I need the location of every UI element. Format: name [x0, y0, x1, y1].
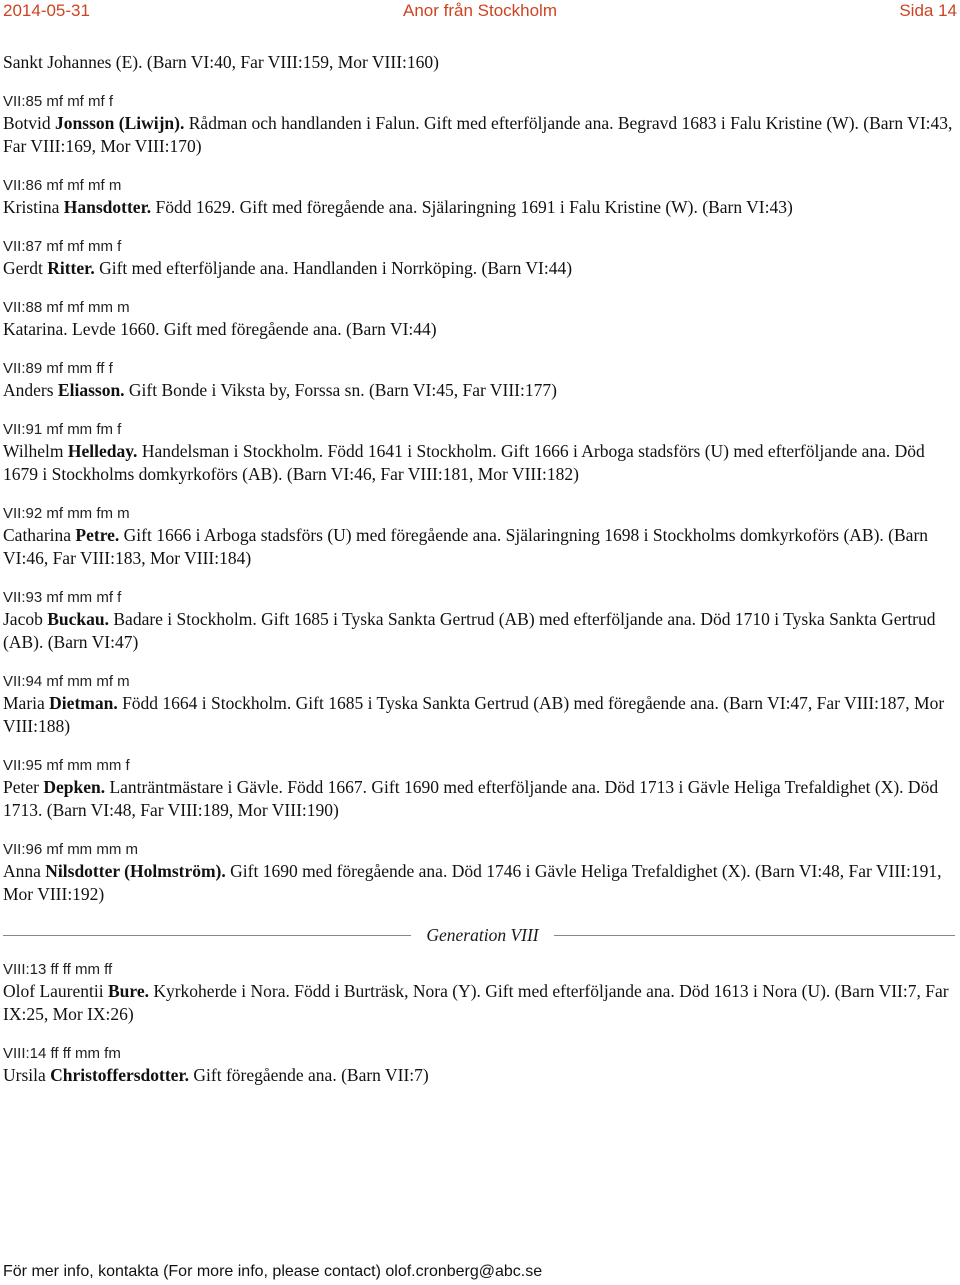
ancestor-description [3, 860, 955, 906]
header-page-number: Sida 14 [899, 1, 957, 20]
ancestor-description [3, 112, 955, 158]
ancestor-entry [3, 840, 955, 906]
ancestor-first-name: Gerdt [3, 258, 48, 278]
ancestor-description [3, 692, 955, 738]
ancestor-description [3, 980, 955, 1026]
ancestor-details: Gift föregående ana. (Barn VII:7) [189, 1065, 429, 1085]
ancestor-entry [3, 92, 955, 158]
ancestor-first-name: Anna [3, 861, 46, 881]
ancestor-details: Badare i Stockholm. Gift 1685 i Tyska Sankta Gertrud (AB) med efterföljande ana. Död 1710 i Tyska Sankta Gertrud (AB). (Barn VI:47) [3, 609, 940, 652]
ancestor-details: Gift 1666 i Arboga stadsförs (U) med föregående ana. Själaringning 1698 i Stockholms domkyrkoförs (AB). (Barn VI:46, Far VIII:183, Mor VIII:184) [3, 525, 933, 568]
ancestor-description [3, 379, 955, 402]
ancestor-first-name: Ursila [3, 1065, 51, 1085]
generation-viii-entries [3, 960, 955, 1087]
divider-line-left [3, 935, 411, 936]
ancestor-entry [3, 504, 955, 570]
ancestor-first-name: Botvid [3, 113, 56, 133]
ancestor-details: Levde 1660. Gift med föregående ana. (Barn VI:44) [67, 319, 437, 339]
ancestor-surname: Ritter. [47, 258, 95, 278]
generation-heading: Generation VIII [426, 925, 539, 945]
ancestor-code: VII:96 mf mm mm m [3, 841, 138, 858]
generation-vii-entries [3, 92, 955, 906]
ancestor-first-name: Peter [3, 777, 44, 797]
ancestor-description [3, 318, 955, 341]
ancestor-description [3, 440, 955, 486]
ancestor-first-name: Olof Laurentii [3, 981, 108, 1001]
ancestor-first-name: Jacob [3, 609, 48, 629]
intro-text: Sankt Johannes (E). (Barn VI:40, Far VIII:159, Mor VIII:160) [3, 52, 439, 72]
ancestor-code: VII:92 mf mm fm m [3, 505, 130, 522]
generation-divider [3, 924, 955, 946]
ancestor-details: Rådman och handlanden i Falun. Gift med efterföljande ana. Begravd 1683 i Falu Kristine (W). (Barn VI:43, Far VIII:169, Mor VIII:170) [3, 113, 957, 156]
ancestor-surname: Nilsdotter (Holmström). [45, 861, 226, 881]
ancestor-first-name: Anders [3, 380, 58, 400]
ancestor-surname: Petre. [75, 525, 120, 545]
ancestor-code: VII:91 mf mm fm f [3, 421, 122, 438]
ancestor-description [3, 776, 955, 822]
ancestor-code: VII:88 mf mf mm m [3, 299, 130, 316]
ancestor-first-name: Maria [3, 693, 50, 713]
ancestor-description [3, 608, 955, 654]
ancestor-surname: Depken. [43, 777, 106, 797]
ancestor-entry [3, 298, 955, 341]
ancestor-surname: Bure. [107, 981, 149, 1001]
ancestor-description [3, 1064, 955, 1087]
ancestor-code: VII:95 mf mm mm f [3, 757, 130, 774]
ancestor-surname: Dietman. [49, 693, 118, 713]
document-body [3, 51, 955, 1105]
ancestor-code: VIII:13 ff ff mm ff [3, 961, 113, 978]
ancestor-entry [3, 420, 955, 486]
ancestor-first-name: Katarina. [3, 319, 68, 339]
ancestor-surname: Christoffersdotter. [50, 1065, 189, 1085]
ancestor-entry [3, 237, 955, 280]
ancestor-code: VII:94 mf mm mf m [3, 673, 130, 690]
ancestor-details: Kyrkoherde i Nora. Född i Burträsk, Nora (Y). Gift med efterföljande ana. Död 1613 i Nora (U). (Barn VII:7, Far IX:25, Mor IX:26) [3, 981, 953, 1024]
ancestor-details: Gift Bonde i Viksta by, Forssa sn. (Barn VI:45, Far VIII:177) [124, 380, 557, 400]
ancestor-surname: Helleday. [67, 441, 138, 461]
ancestor-code: VII:85 mf mf mf f [3, 93, 114, 110]
ancestor-details: Född 1664 i Stockholm. Gift 1685 i Tyska Sankta Gertrud (AB) med föregående ana. (Barn VI:47, Far VIII:187, Mor VIII:188) [3, 693, 949, 736]
page-header [0, 0, 960, 22]
ancestor-surname: Eliasson. [57, 380, 125, 400]
ancestor-details: Handelsman i Stockholm. Född 1641 i Stockholm. Gift 1666 i Arboga stadsförs (U) med efterföljande ana. Död 1679 i Stockholms domkyrkoförs (AB). (Barn VI:46, Far VIII:181, Mor VIII:182) [3, 441, 930, 484]
ancestor-description [3, 196, 955, 219]
ancestor-code: VII:86 mf mf mf m [3, 177, 122, 194]
ancestor-surname: Buckau. [47, 609, 109, 629]
header-date: 2014-05-31 [3, 1, 90, 20]
ancestor-description [3, 524, 955, 570]
header-title: Anor från Stockholm [402, 1, 557, 20]
ancestor-surname: Hansdotter. [63, 197, 152, 217]
ancestor-first-name: Catharina [3, 525, 76, 545]
ancestor-first-name: Wilhelm [3, 441, 68, 461]
ancestor-code: VIII:14 ff ff mm fm [3, 1045, 121, 1062]
ancestor-code: VII:89 mf mm ff f [3, 360, 113, 377]
divider-line-right [554, 935, 955, 936]
ancestor-surname: Jonsson (Liwijn). [55, 113, 185, 133]
ancestor-entry [3, 960, 955, 1026]
ancestor-entry [3, 176, 955, 219]
ancestor-entry [3, 359, 955, 402]
ancestor-first-name: Kristina [3, 197, 64, 217]
ancestor-description [3, 257, 955, 280]
ancestor-entry [3, 1044, 955, 1087]
intro-entry [3, 51, 955, 74]
ancestor-details: Gift 1690 med föregående ana. Död 1746 i Gävle Heliga Trefaldighet (X). (Barn VI:48, Far VIII:191, Mor VIII:192) [3, 861, 946, 904]
ancestor-entry [3, 756, 955, 822]
ancestor-details: Gift med efterföljande ana. Handlanden i Norrköping. (Barn VI:44) [94, 258, 573, 278]
ancestor-entry [3, 672, 955, 738]
page-footer: För mer info, kontakta (For more info, please contact) olof.cronberg@abc.se [3, 1263, 543, 1280]
ancestor-details: Lanträntmästare i Gävle. Född 1667. Gift 1690 med efterföljande ana. Död 1713 i Gävle Heliga Trefaldighet (X). Död 1713. (Barn VI:48, Far VIII:189, Mor VIII:190) [3, 777, 943, 820]
ancestor-code: VII:87 mf mf mm f [3, 238, 122, 255]
ancestor-code: VII:93 mf mm mf f [3, 589, 122, 606]
ancestor-details: Född 1629. Gift med föregående ana. Själaringning 1691 i Falu Kristine (W). (Barn VI:43) [151, 197, 793, 217]
ancestor-entry [3, 588, 955, 654]
